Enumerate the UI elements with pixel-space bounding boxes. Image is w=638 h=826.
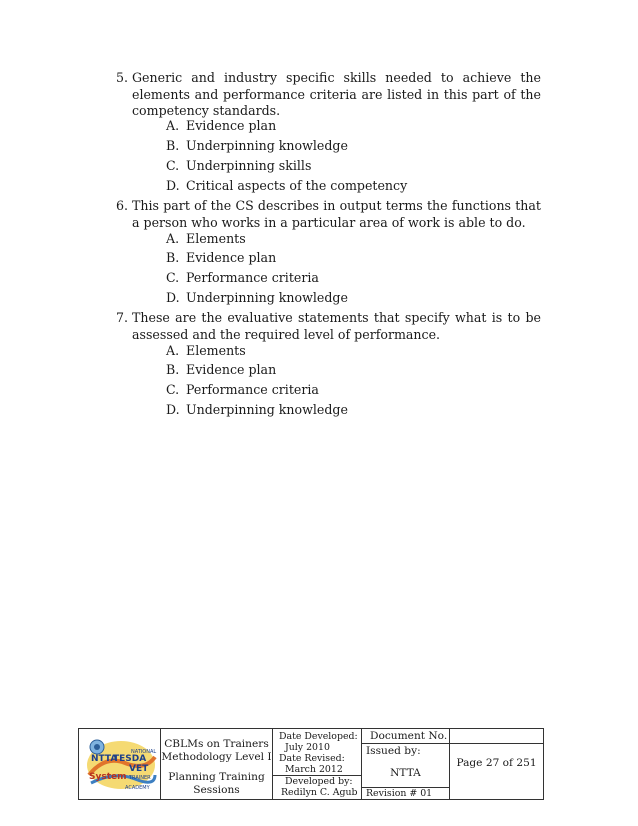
page-number-cell (450, 743, 543, 799)
option-text: Underpinning knowledge (186, 290, 348, 305)
option-letter: A. (166, 231, 180, 246)
dates-cell (273, 729, 362, 799)
logo-cell (79, 729, 161, 799)
module-title-line1: Planning Training (168, 771, 265, 783)
logo-text-trainer: TRAINER (129, 775, 151, 781)
question-number: 7. (116, 310, 129, 325)
option-letter: D. (166, 290, 180, 305)
option-letter: C. (166, 158, 180, 173)
option-letter: C. (166, 382, 180, 397)
module-title-line2: Sessions (193, 784, 240, 796)
date-developed-value: July 2010 (285, 742, 330, 753)
option-letter: A. (166, 118, 180, 133)
option-7a (166, 343, 246, 359)
page-number: Page 27 of 251 (456, 757, 537, 769)
course-title-line2: Methodology Level I (161, 751, 272, 763)
logo-text-ntta: NTTA (91, 754, 118, 764)
option-letter: D. (166, 402, 180, 417)
option-6a (166, 231, 246, 247)
option-letter: B. (166, 250, 180, 265)
option-text: Evidence plan (186, 362, 277, 377)
option-7b (166, 362, 276, 378)
option-7c (166, 382, 319, 398)
option-text: Evidence plan (186, 250, 277, 265)
date-revised-value: March 2012 (285, 764, 343, 775)
option-text: Performance criteria (186, 382, 319, 397)
developed-by-value: Redilyn C. Agub (281, 787, 358, 798)
question-stem: Generic and industry specific skills needed to achieve the elements and performance criteria are listed in this part of the competency standards. (132, 70, 541, 118)
option-text: Elements (186, 343, 246, 358)
option-5a (166, 118, 276, 134)
option-5b (166, 138, 348, 154)
document-no-label: Document No. (370, 730, 448, 742)
question-7 (116, 310, 541, 343)
issued-by-value: NTTA (390, 767, 421, 779)
question-stem: This part of the CS describes in output terms the functions that a person who works in a particular area of work is able to do. (132, 198, 541, 230)
option-letter: D. (166, 178, 180, 193)
logo-text-tesda: TESDA (113, 754, 147, 764)
logo-text-system: System (89, 772, 127, 782)
ntta-logo (85, 735, 157, 793)
issued-by-label: Issued by: (366, 745, 421, 757)
question-stem: These are the evaluative statements that specify what is to be assessed and the required level of performance. (132, 310, 541, 342)
course-title-cell (161, 729, 273, 799)
option-text: Underpinning knowledge (186, 138, 348, 153)
option-5d (166, 178, 407, 194)
option-7d (166, 402, 348, 418)
option-letter: B. (166, 138, 180, 153)
logo-text-national: NATIONAL (131, 749, 157, 755)
developed-by-label: Developed by: (285, 776, 353, 787)
option-text: Evidence plan (186, 118, 277, 133)
option-text: Performance criteria (186, 270, 319, 285)
option-6d (166, 290, 348, 306)
option-letter: C. (166, 270, 180, 285)
question-5 (116, 70, 541, 120)
logo-text-academy: ACADEMY (125, 785, 150, 791)
option-text: Critical aspects of the competency (186, 178, 408, 193)
option-6c (166, 270, 319, 286)
date-developed-label: Date Developed: (279, 731, 358, 742)
question-number: 6. (116, 198, 129, 213)
revision-label: Revision # 01 (366, 788, 433, 799)
option-text: Elements (186, 231, 246, 246)
option-5c (166, 158, 311, 174)
document-cell (362, 729, 450, 799)
option-text: Underpinning knowledge (186, 402, 348, 417)
document-footer (78, 728, 544, 800)
option-letter: A. (166, 343, 180, 358)
course-title-line1: CBLMs on Trainers (164, 738, 269, 750)
question-number: 5. (116, 70, 129, 85)
option-text: Underpinning skills (186, 158, 312, 173)
question-6 (116, 198, 541, 231)
logo-text-vet: VET (129, 764, 149, 774)
date-revised-label: Date Revised: (279, 753, 345, 764)
option-6b (166, 250, 276, 266)
option-letter: B. (166, 362, 180, 377)
